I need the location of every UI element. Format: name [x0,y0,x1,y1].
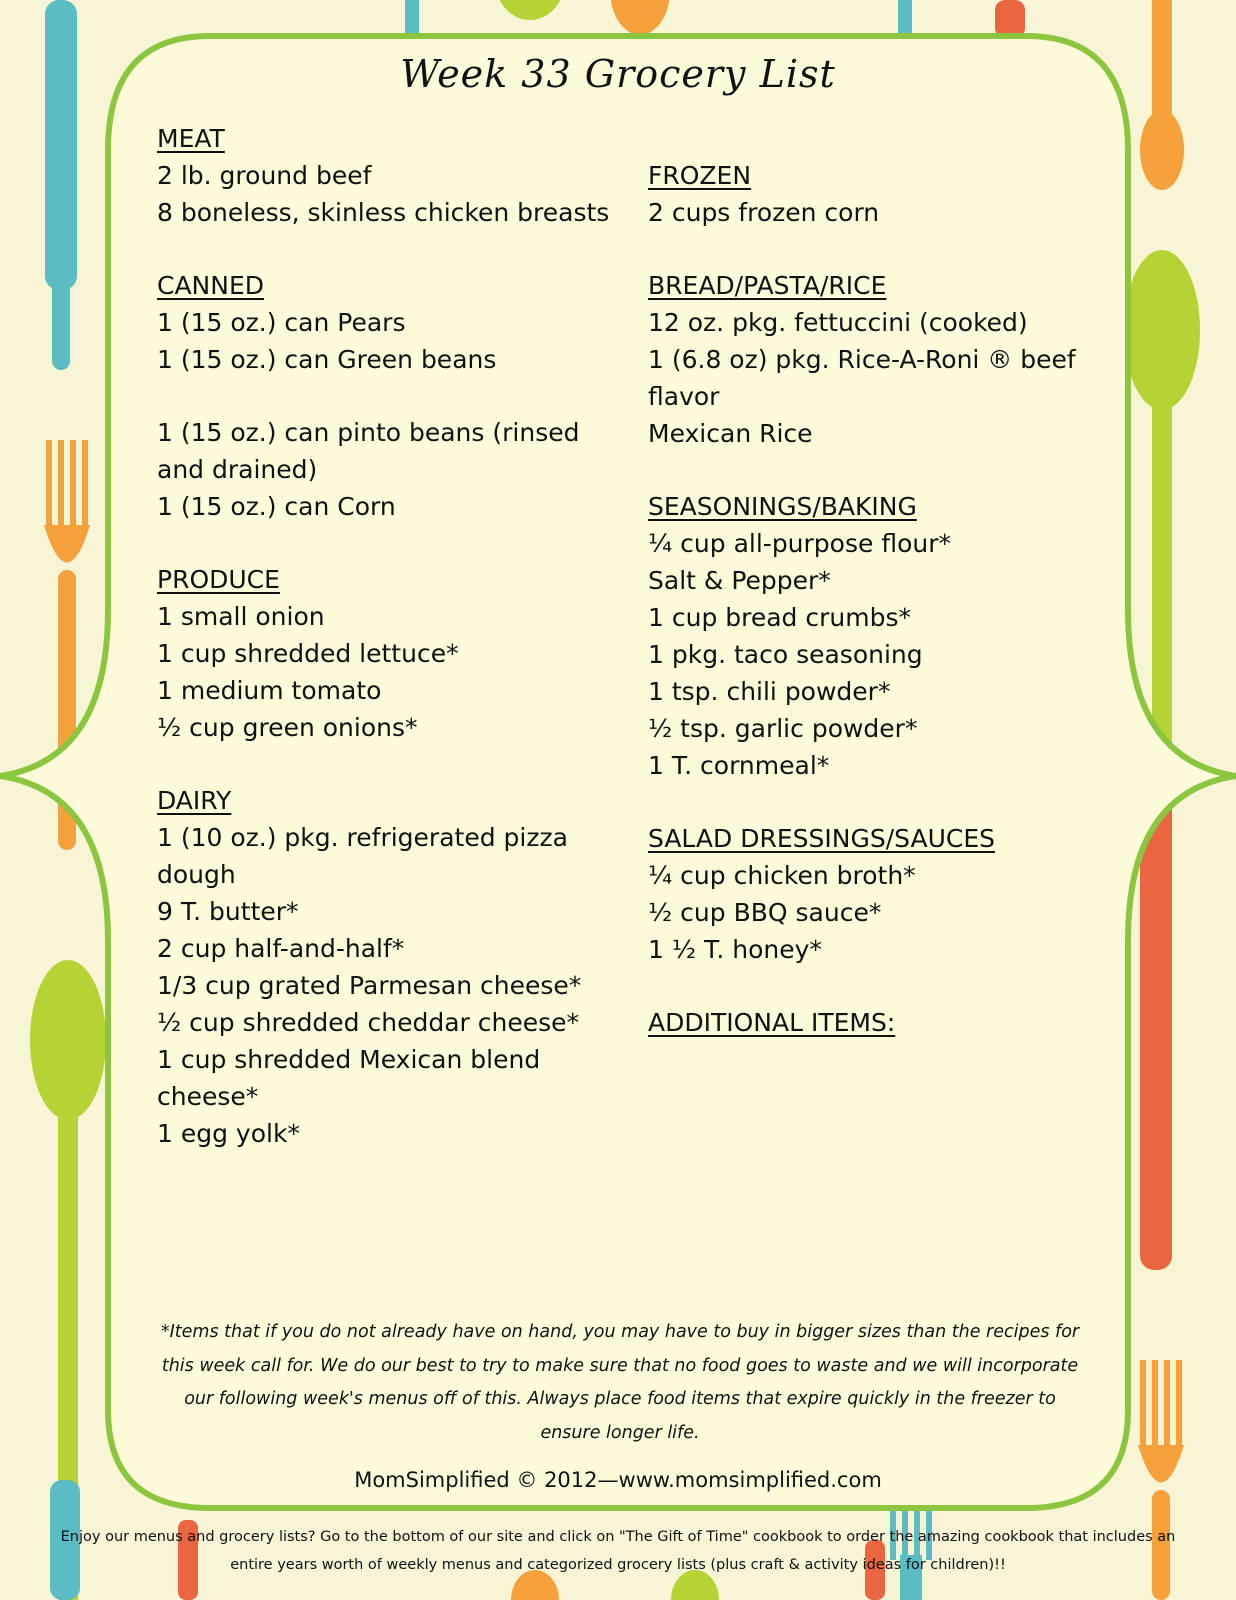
list-item: ¼ cup chicken broth* [648,861,916,890]
section-meat [157,120,627,231]
section-heading: ADDITIONAL ITEMS: [648,1008,896,1037]
list-item: 1 ½ T. honey* [648,935,822,964]
promo-text: Enjoy our menus and grocery lists? Go to the bottom of our site and click on "The Gift of Time" cookbook to order the amazing cookbook that includes an entire years worth of weekly menus and categorized grocery lists (plus craft & activity ideas for children)!! [60,1529,1176,1573]
list-item: 1 (10 oz.) pkg. refrigerated pizza dough [157,823,568,889]
list-item: 1 (6.8 oz) pkg. Rice-A-Roni ® beef flavor [648,345,1076,411]
section-heading: SALAD DRESSINGS/SAUCES [648,824,995,853]
section-heading: CANNED [157,271,265,300]
section-heading: SEASONINGS/BAKING [648,492,917,521]
section-heading: MEAT [157,124,225,153]
list-item: 1 pkg. taco seasoning [648,640,923,669]
list-item: 1 egg yolk* [157,1119,300,1148]
section-bread-pasta-rice [648,267,1078,452]
list-item: ½ cup green onions* [157,713,418,742]
list-item: 12 oz. pkg. fettuccini (cooked) [648,308,1028,337]
list-item: ¼ cup all-purpose flour* [648,529,951,558]
section-salad-dressings-sauces [648,820,1078,968]
list-item: ½ cup shredded cheddar cheese* [157,1008,580,1037]
section-heading: DAIRY [157,786,232,815]
list-item: 8 boneless, skinless chicken breasts [157,198,610,227]
list-item: 1 medium tomato [157,676,382,705]
right-column [648,157,1078,1077]
copyright: MomSimplified © 2012—www.momsimplified.com [354,1468,882,1492]
list-item: ½ cup BBQ sauce* [648,898,882,927]
list-item: 1 cup shredded Mexican blend cheese* [157,1045,541,1111]
list-item: 1 (15 oz.) can Pears [157,308,406,337]
section-frozen [648,157,1078,231]
list-item: 1 T. cornmeal* [648,751,830,780]
list-item: Salt & Pepper* [648,566,831,595]
list-item: 1 (15 oz.) can Green beans [157,345,497,374]
list-item: 1/3 cup grated Parmesan cheese* [157,971,582,1000]
list-item: 2 lb. ground beef [157,161,372,190]
section-canned [157,267,627,525]
section-additional-items [648,1004,1078,1041]
list-item: 1 (15 oz.) can Corn [157,492,396,521]
list-item: 1 (15 oz.) can pinto beans (rinsed and drained) [157,418,580,484]
section-heading: PRODUCE [157,565,280,594]
list-item: 2 cups frozen corn [648,198,880,227]
list-item: 1 small onion [157,602,325,631]
list-item: 1 cup bread crumbs* [648,603,911,632]
list-item: 9 T. butter* [157,897,299,926]
list-item: 2 cup half-and-half* [157,934,405,963]
section-produce [157,561,627,746]
list-item: ½ tsp. garlic powder* [648,714,918,743]
footnote: *Items that if you do not already have on hand, you may have to buy in bigger sizes than the recipes for this week call for. We do our best to try to make sure that no food goes to waste and we will incorporate our following week's menus off of this. Always place food items that expire quickly in the freezer to ensure longer life. [160,1322,1080,1443]
list-item: Mexican Rice [648,419,813,448]
section-seasonings-baking [648,488,1078,784]
list-item: 1 cup shredded lettuce* [157,639,459,668]
list-item: 1 tsp. chili powder* [648,677,891,706]
left-column [157,120,627,1188]
section-heading: BREAD/PASTA/RICE [648,271,887,300]
section-heading: FROZEN [648,161,752,190]
section-dairy [157,782,627,1152]
page-title: Week 33 Grocery List [400,52,836,96]
